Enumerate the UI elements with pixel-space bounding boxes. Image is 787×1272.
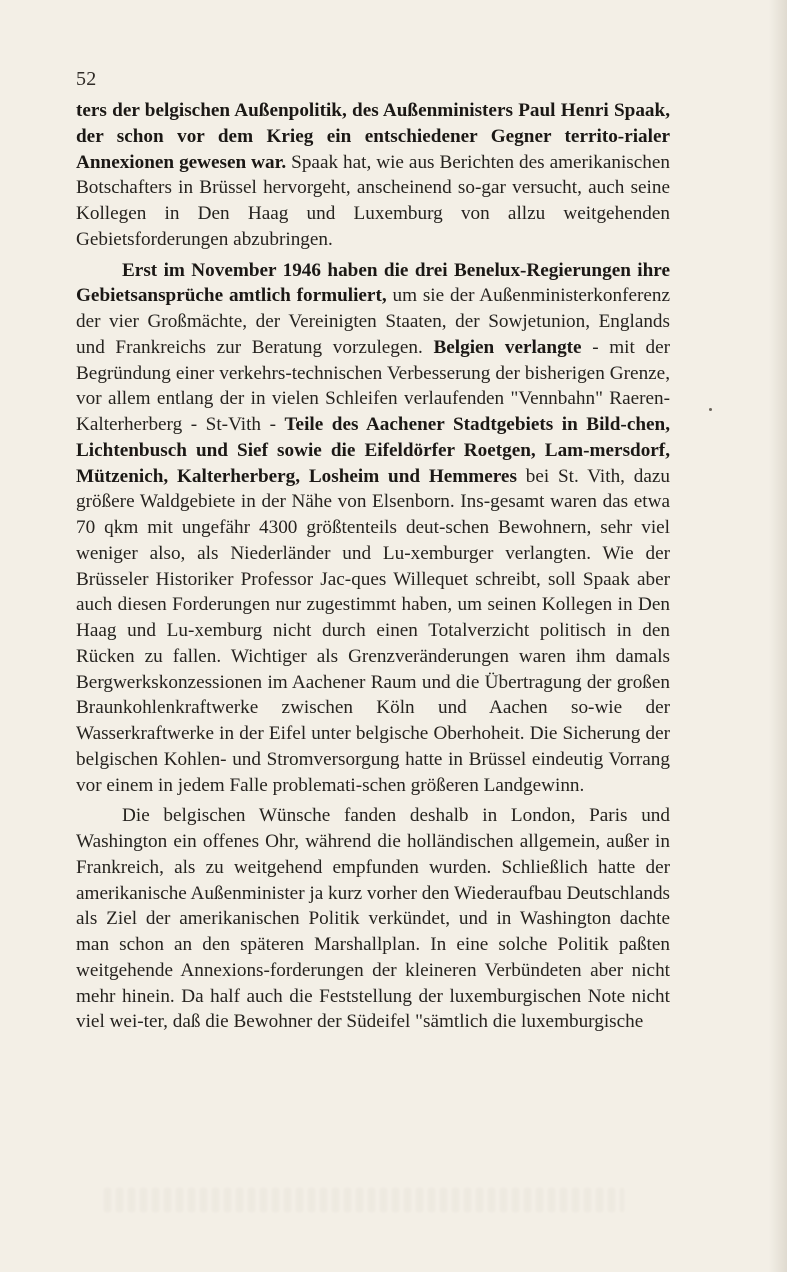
paragraph-2-bold-1: Erst im November 1946 haben die drei Benelux-Regierungen ihre Gebietsansprüche amtlich formuliert,: [76, 259, 670, 307]
paragraph-2-bold-2: Belgien verlangte: [433, 336, 582, 358]
paragraph-2-text-1: um sie der Außenministerkonferenz der vier Großmächte, der Vereinigten Staaten, der Sowjetunion, Englands und Frankreichs zur Beratung vorzulegen.: [76, 285, 670, 358]
speck-mark: [709, 408, 712, 411]
paragraph-2-text-2: - mit der Begründung einer verkehrs-technischen Verbesserung der bisherigen Grenze, vor allem entlang der in vielen Schleifen verlaufenden "Vennbahn" Raeren-Kalterherberg - St-Vith -: [76, 336, 670, 435]
paragraph-1: [76, 98, 670, 253]
paragraph-2-text-3: bei St. Vith, dazu größere Waldgebiete in der Nähe von Elsenborn. Ins-gesamt waren das etwa 70 qkm mit ungefähr 4300 größtenteils deut-schen Bewohnern, sehr viel weniger also, als Niederländer und Lu-xemburger verlangten. Wie der Brüsseler Historiker Professor Jac-ques Willequet schreibt, soll Spaak aber auch diesen Forderungen nur zugestimmt haben, um seinen Kollegen in Den Haag und Lu-xemburg nicht durch einen Totalverzicht politisch in den Rücken zu fallen. Wichtiger als Grenzveränderungen waren ihm damals Bergwerkskonzessionen im Aachener Raum und die Übertragung der großen Braunkohlenkraftwerke zwischen Köln und Aachen so-wie der Wasserkraftwerke in der Eifel unter belgische Oberhoheit. Die Sicherung der belgischen Kohlen- und Stromversorgung hatte in Brüssel eindeutig Vorrang vor einem in jedem Falle problemati-schen größeren Landgewinn.: [76, 465, 670, 796]
paragraph-2: [76, 258, 670, 799]
paragraph-1-bold-1: ters der belgischen Außenpolitik, des Außenministers Paul Henri Spaak, der schon vor dem Krieg ein entschiedener Gegner territo-rialer Annexionen gewesen war.: [76, 100, 670, 173]
paragraph-3: [76, 803, 670, 1035]
page-edge-shadow: [769, 0, 787, 1272]
paragraph-1-text-1: Spaak hat, wie aus Berichten des amerikanischen Botschafters in Brüssel hervorgeht, anscheinend so-gar versucht, auch seine Kollegen in Den Haag und Luxemburg von allzu weitgehenden Gebietsforderungen abzubringen.: [76, 151, 670, 250]
page-number: 52: [76, 68, 97, 90]
paragraph-2-bold-3: Teile des Aachener Stadtgebiets in Bild-chen, Lichtenbusch und Sief sowie die Eifeldörfer Roetgen, Lam-mersdorf, Mützenich, Kalterherberg, Losheim und Hemmeres: [76, 414, 670, 487]
paragraph-3-text-1: Die belgischen Wünsche fanden deshalb in London, Paris und Washington ein offenes Ohr, während die holländischen allgemein, außer in Frankreich, als zu weitgehend empfunden wurden. Schließlich hatte der amerikanische Außenminister ja kurz vorher den Wiederaufbau Deutschlands als Ziel der amerikanischen Politik verkündet, und in Washington dachte man schon an den späteren Marshallplan. In eine solche Politik paßten weitgehende Annexions-forderungen der kleineren Verbündeten aber nicht mehr hinein. Da half auch die Feststellung der luxemburgischen Note nicht viel wei-ter, daß die Bewohner der Südeifel "sämtlich die luxemburgische: [76, 805, 671, 1033]
bleed-through-text: [104, 1188, 624, 1212]
body-text: [76, 98, 670, 1035]
